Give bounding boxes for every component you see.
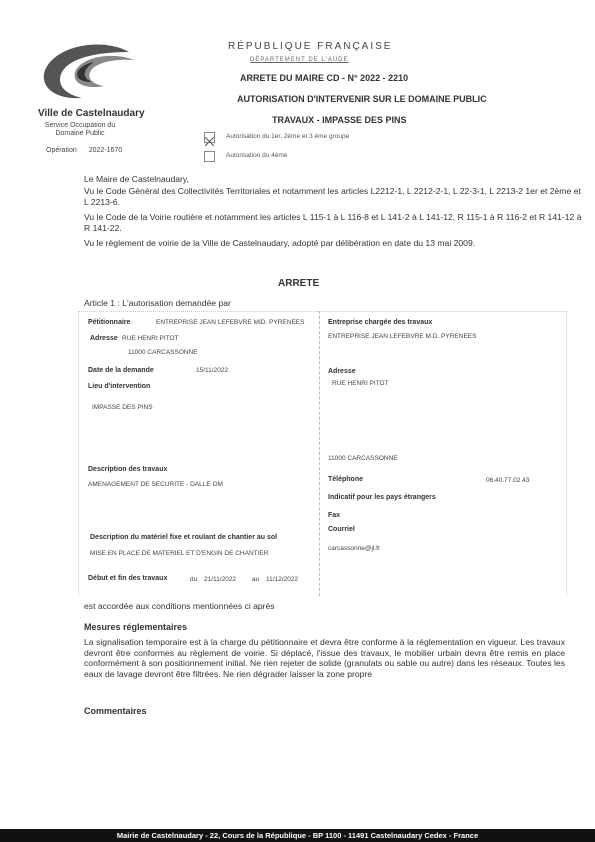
petitionnaire-label: Pétitionnaire (88, 319, 131, 326)
arrete-number: ARRETE DU MAIRE CD - N° 2022 - 2210 (240, 73, 409, 83)
checkbox-groups-1-3[interactable] (204, 132, 215, 143)
date-demande-label: Date de la demande (88, 367, 154, 374)
footer-address: Mairie de Castelnaudary - 22, Cours de la République - BP 1100 - 11491 Castelnaudary Cedex - France (0, 829, 595, 842)
department-title: DÉPARTEMENT DE L'AUDE (250, 57, 349, 63)
telephone-value: 06.40.77.02.43 (486, 477, 530, 484)
preamble-reglement: Vu le règlement de voirie de la Ville de Castelnaudary, adopté par délibération en date du 13 mai 2009. (84, 238, 476, 248)
operation-value: 2022-1670 (88, 147, 123, 154)
republic-title: RÉPUBLIQUE FRANÇAISE (228, 41, 393, 52)
materiel-label: Description du matériel fixe et roulant de chantier au sol (90, 534, 278, 541)
courriel-label: Courriel (328, 526, 355, 533)
right-city: 11000 CARCASSONNE (328, 455, 398, 462)
debut-du: du (190, 576, 198, 583)
preamble-mayor: Le Maire de Castelnaudary, (84, 174, 189, 184)
adresse-city: 11000 CARCASSONNE (128, 349, 198, 356)
lieu-value: IMPASSE DES PINS (92, 404, 153, 411)
check-mark-icon (205, 137, 214, 146)
operation-label: Opération (46, 147, 77, 154)
mesures-text: La signalisation temporaire est à la charge du pétitionnaire et devra être conforme à la réglementation en vigueur. Les travaux devront être conformes au règlement de voirie. Si déplacé, l'issue des travaux, le mobilier urbain devra être remis en place conformément à son positionnement initial. Ne rien rejeter de solide (granulats ou sable ou autre) dans les réseaux. Toutes les eaux de lavage devront être filtrées. Ne rien dégrader laisser la zone propre (84, 637, 565, 679)
operation-number (46, 147, 122, 154)
checkbox-group-4[interactable] (204, 151, 215, 162)
arrete-heading: ARRETE (278, 278, 320, 289)
checkbox-label-groups-1-3: Autorisation du 1er, 2ème et 3 ème groupe (226, 133, 350, 140)
entreprise-value: ENTREPRISE JEAN LEFEBVRE M.D. PYRENEES (328, 333, 477, 340)
commentaires-heading: Commentaires (84, 706, 147, 716)
desc-travaux-label: Description des travaux (88, 466, 168, 473)
entreprise-label: Entreprise chargée des travaux (328, 319, 433, 326)
date-demande-value: 15/11/2022 (196, 367, 229, 374)
debut-from: 21/11/2022 (204, 576, 237, 583)
right-adresse-label: Adresse (328, 368, 356, 375)
courriel-value: carcassonne@jl.fr (328, 545, 381, 552)
city-name: Ville de Castelnaudary (38, 108, 145, 119)
debut-to: 11/12/2022 (266, 576, 299, 583)
right-adresse-value: RUE HENRI PITOT (332, 380, 389, 387)
desc-travaux-value: AMENAGEMENT DE SECURITE - DALLE OM (88, 481, 223, 488)
fax-label: Fax (328, 512, 341, 519)
debut-au: au (252, 576, 260, 583)
debut-label: Début et fin des travaux (88, 575, 168, 582)
checkbox-label-group-4: Autorisation du 4ème (226, 152, 288, 159)
preamble-voirie: Vu le Code de la Voirie routière et notamment les articles L 115-1 à L 116-8 et L 141-2 à L 141-12, R 115-1 à R 116-2 et R 141-12 à R 141-22. (84, 212, 582, 233)
indicatif-label: Indicatif pour les pays étrangers (328, 494, 436, 501)
lieu-label: Lieu d'intervention (88, 383, 151, 390)
telephone-label: Téléphone (328, 476, 364, 483)
city-logo (34, 42, 144, 104)
works-title: TRAVAUX - IMPASSE DES PINS (272, 115, 407, 125)
adresse-label: Adresse (90, 335, 118, 342)
materiel-value: MISE EN PLACE DE MATERIEL ET D'ENGIN DE CHANTIER (90, 550, 269, 557)
article-1: Article 1 : L'autorisation demandée par (84, 298, 231, 308)
petitionnaire-value: ENTREPRISE JEAN LEFEBVRE MID. PYRENEES (156, 319, 305, 326)
mesures-heading: Mesures réglementaires (84, 622, 188, 632)
preamble-cgct: Vu le Code Général des Collectivités Territoriales et notamment les articles L2212-1, L 2212-2-1, L 22-3-1, L 2213-2 1er et 2ème et L 2213-6. (84, 186, 581, 207)
conditions-text: est accordée aux conditions mentionnées ci après (84, 601, 275, 611)
service-name: Service Occupation du Domaine Public (44, 122, 116, 137)
contractor-box (318, 311, 567, 596)
adresse-value: RUE HENRI PITOT (122, 335, 179, 342)
authorization-title: AUTORISATION D'INTERVENIR SUR LE DOMAINE PUBLIC (237, 94, 487, 104)
